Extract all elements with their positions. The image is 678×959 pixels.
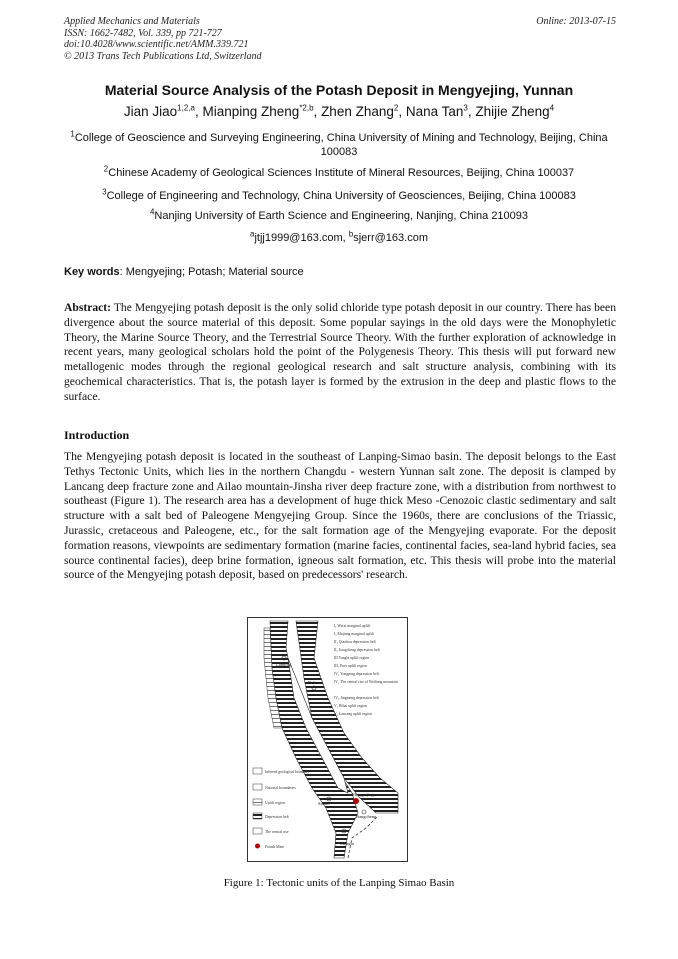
author-sup: 4 [549,103,555,113]
place-label: Jiangcheng [356,814,377,819]
author-sup: *2,b [299,103,314,113]
figure-1-map [247,617,408,862]
email-link[interactable]: sjerr@163.com [353,232,428,244]
author-name: Nana Tan [405,104,464,119]
legend-item: I₂ Mujiang marginal uplift [334,632,374,636]
email-sup: b [348,229,354,239]
legend-item: National boundaries [265,786,296,790]
legend-item: Uplift region [265,801,285,805]
paper-title: Material Source Analysis of the Potash Deposit in Mengyejing, Yunnan [104,82,574,98]
affiliation-sup: 4 [149,207,155,217]
place-label: Lanping [276,662,291,667]
author-list: Jian Jiao$^{1,2,a}$, Mianping Zheng$^{*2,b}$, Zhen Zhang$^2$, Nana Tan$^3$, Zhijie Zheng$^4$ [123,103,555,119]
author-sup: 2 [393,103,399,113]
author-name: Mianping Zheng [202,104,300,119]
online-date: Online: 2013-07-15 [536,16,616,27]
figure-caption: Figure 1: Tectonic units of the Lanping Simao Basin [223,877,455,889]
legend-item: IV₃ Jingmeng depression belt [334,696,379,700]
legend-item: Potash Mine [265,845,285,849]
affiliation-sup: 3 [102,187,107,197]
legend-item: I₁ Weixi marginal uplift [334,624,370,628]
legend-item: Inferred geological boundary [265,770,310,774]
keywords [64,266,616,278]
introduction-text: The Mengyejing potash deposit is located in the southeast of Lanping-Simao basin. The deposit belongs to the East Tethys Tectonic Units, which lies in the northern Changdu - western Yunnan salt zone. The deposit is clamped by Lancang deep fracture zone and Ailao mountain-Jinsha river deep fracture zone, with a distribution from northwest to southeast (Figure 1). The research area has a development of huge thick Meso -Cenozoic clastic sedimentary and salt structure with a salt bed of Paleogene Mengyejing Group. Since the 1960s, there are conclusions of the Triassic, Jurassic, cretaceous and Paleogene, etc., for the salt formation age of the Mengyejing evaporate. For the deposit formation reasons, viewpoints are sedimentary formation (marine facies, continental facies, sea-land hybrid facies, sea source continental facies), deep brine formation, igneous salt formation, etc. This thesis will probe into the material source of the Mengyejing potash deposit, based on predecessors' research. [64,450,616,582]
abstract-label: Abstract: [64,301,112,314]
legend-item: IV₂ The central rise of Weiliang mountain [334,680,398,684]
legend-item: The central rise [265,830,289,834]
legend-item: III₁ Puer uplift region [334,664,367,668]
doi-line: doi:10.4028/www.scientific.net/AMM.339.721 [64,39,249,50]
legend-item: V₂ Lancang uplift region [334,712,372,716]
legend-item: II₂ Jiangcheng depression belt [334,648,380,652]
place-label: Mengyejing [352,792,374,797]
affiliation-1 [70,131,608,159]
affiliation-text: Chinese Academy of Geological Sciences Institute of Mineral Resources, Beijing, China 100037 [108,167,575,179]
potash-mine-marker [353,798,359,804]
legend-swatch [253,799,262,805]
keywords-text: : Mengyejing; Potash; Material source [119,266,304,278]
affiliation-sup: 2 [103,164,109,174]
legend-swatch [255,844,260,849]
place-label: Dali [308,680,316,685]
issn-line: ISSN: 1662-7482, Vol. 339, pp 721-727 [64,27,222,39]
abstract-text: The Mengyejing potash deposit is the only solid chloride type potash deposit in our country. There has been divergence about the source material of this deposit. Some popular sayings in the old days were the Monophyletic Theory, the Marine Source Theory, and the Terrestrial Source Theory. With the further exploration of acknowledge in recent years, many geological scholars hold the point of the Polygenesis Theory. This thesis will put forward new metallogenic modes through the regional geological research and salt structure analysis, combining with its geochemical characteristics. That is, the potash layer is formed by the extrusion in the deep and plastic flows to the surface. [64,301,616,403]
journal-header [64,16,616,62]
author-name: Zhen Zhang [321,104,394,119]
legend-item: IV₁ Yongping depression belt [334,672,379,676]
journal-name: Applied Mechanics and Materials [64,16,200,27]
author-sup: 1,2,a [177,103,195,113]
keywords-label: Key words [64,266,120,278]
affiliation-2 [70,166,608,180]
legend-item: V₁ Bihai uplift region [334,704,368,708]
author-emails [70,231,608,245]
place-label: Simao [318,801,330,806]
affiliation-text: College of Engineering and Technology, China University of Geosciences, Beijing, China 100083 [106,190,576,202]
affiliation-3 [70,189,608,203]
affiliation-4 [70,209,608,223]
legend-item: III Yangbi uplift region [334,656,370,660]
legend-swatch [253,768,262,774]
affiliation-text: Nanjing University of Earth Science and Engineering, Nanjing, China 210093 [154,210,529,222]
email-link[interactable]: jtjj1999@163.com, [254,232,349,244]
section-heading-introduction: Introduction [64,428,130,442]
author-sup: 3 [463,103,468,113]
email-sup: a [250,229,255,239]
place-label: Mengla [340,841,354,846]
legend-swatch [253,784,262,790]
abstract [64,301,616,405]
affiliation-text: College of Geoscience and Surveying Engineering, China University of Mining and Technology, Beijing, China 100083 [74,132,608,158]
legend-swatch [253,828,262,834]
tectonic-map [248,618,407,861]
affiliation-sup: 1 [70,129,75,139]
author-name: Zhijie Zheng [475,104,550,119]
author-name: Jian Jiao [123,104,178,119]
copyright-line: © 2013 Trans Tech Publications Ltd, Switzerland [64,50,262,62]
legend-swatch [253,813,262,819]
legend-top [334,624,398,716]
legend-bottom [253,768,309,849]
legend-item: II₁ Qiaohou depression belt [334,640,376,644]
legend-item: Depression belt [265,815,289,819]
